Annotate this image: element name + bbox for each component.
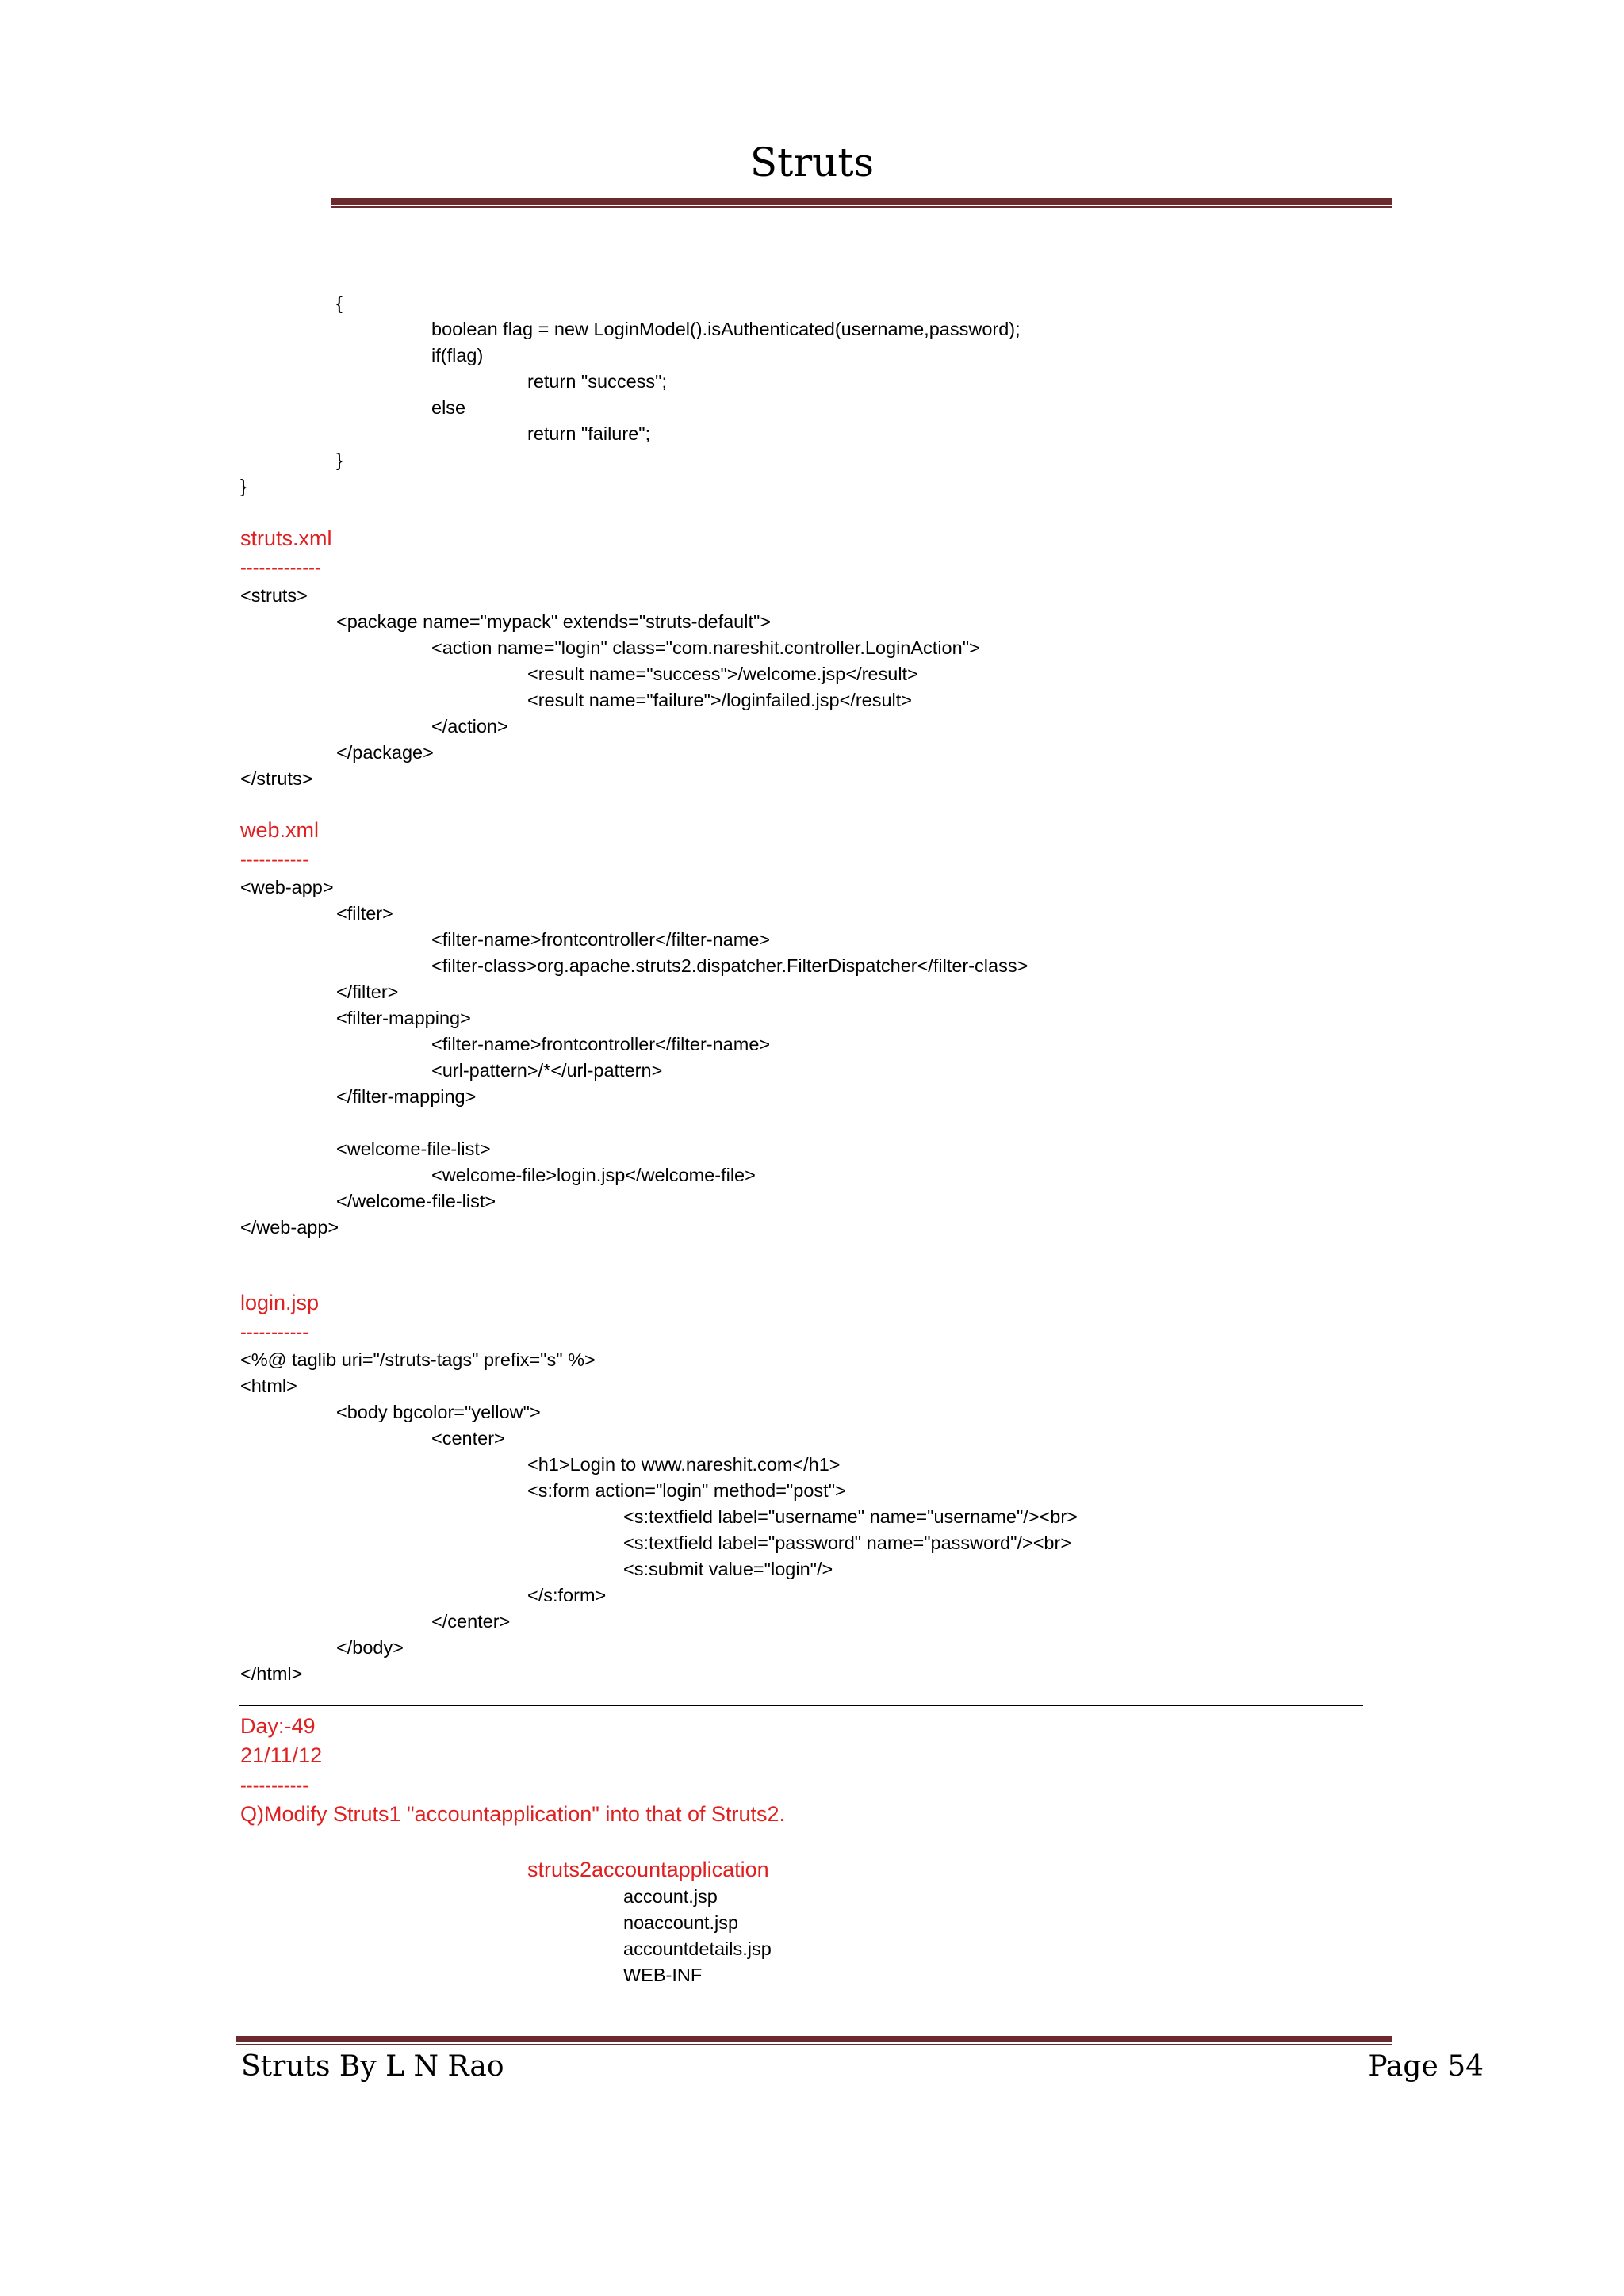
code-line: </html> [240,1663,303,1684]
code-line: <result name="failure">/loginfailed.jsp</result> [527,690,913,710]
tree-root: struts2accountapplication [527,1858,769,1881]
code-line: </action> [431,716,508,737]
code-line: <struts> [240,585,308,606]
code-line: { [336,293,343,313]
code-line: <body bgcolor="yellow"> [336,1402,541,1422]
code-line: <url-pattern>/*</url-pattern> [431,1060,663,1081]
code-line: <s:textfield label="password" name="password"/><br> [623,1533,1072,1553]
tree-item: WEB-INF [623,1965,703,1985]
code-line: <welcome-file-list> [336,1138,491,1159]
code-line: </center> [431,1611,511,1632]
code-line: <result name="success">/welcome.jsp</result> [527,664,918,684]
section-heading-struts-xml: struts.xml [240,526,332,550]
heading-underline: ----------- [240,1322,309,1342]
heading-underline: ----------- [240,849,309,870]
tree-item: noaccount.jsp [623,1912,739,1933]
code-line: </body> [336,1637,404,1658]
code-line: </struts> [240,768,313,789]
code-line: <filter> [336,903,393,924]
code-line: </welcome-file-list> [336,1191,496,1211]
code-line: </s:form> [527,1585,607,1605]
code-line: return "success"; [527,371,668,392]
code-line: <filter-class>org.apache.struts2.dispatcher.FilterDispatcher</filter-class> [431,955,1028,976]
tree-item: accountdetails.jsp [623,1938,772,1959]
code-line: } [336,450,343,470]
code-line: <s:submit value="login"/> [623,1559,833,1579]
code-line: <filter-name>frontcontroller</filter-name> [431,1034,771,1054]
tree-item: account.jsp [623,1886,718,1907]
code-line: else [431,397,466,418]
code-line: return "failure"; [527,423,651,444]
code-line: </web-app> [240,1217,339,1238]
code-line: <action name="login" class="com.nareshit.controller.LoginAction"> [431,637,980,658]
code-line: </filter-mapping> [336,1086,477,1107]
code-line: <s:textfield label="username" name="username"/><br> [623,1506,1078,1527]
footer-rule [236,2036,1392,2045]
heading-underline: ----------- [240,1775,309,1796]
code-line: <package name="mypack" extends="struts-default"> [336,611,772,632]
code-line: boolean flag = new LoginModel().isAuthenticated(username,password); [431,319,1021,339]
code-line: <web-app> [240,877,334,897]
footer-author: Struts By L N Rao [241,2050,504,2083]
code-line: <h1>Login to www.nareshit.com</h1> [527,1454,841,1475]
day-date: 21/11/12 [240,1743,323,1767]
code-line: <html> [240,1376,297,1396]
day-label: Day:-49 [240,1714,316,1738]
code-line: <filter-mapping> [336,1008,471,1028]
code-line: </filter> [336,982,399,1002]
header-rule [331,198,1392,208]
footer-page-number: Page 54 [1368,2050,1484,2083]
page-title: Struts [749,140,875,186]
code-line: <welcome-file>login.jsp</welcome-file> [431,1165,756,1185]
section-divider [239,1705,1363,1706]
code-line: </package> [336,742,434,763]
question-text: Q)Modify Struts1 "accountapplication" into that of Struts2. [240,1802,786,1826]
section-heading-login-jsp: login.jsp [240,1291,320,1314]
heading-underline: ------------- [240,557,321,578]
code-line: <center> [431,1428,505,1448]
code-line: <filter-name>frontcontroller</filter-name> [431,929,771,950]
code-line: <%@ taglib uri="/struts-tags" prefix="s" %> [240,1349,596,1370]
section-heading-web-xml: web.xml [240,818,320,842]
code-line: if(flag) [431,345,484,365]
code-line: <s:form action="login" method="post"> [527,1480,846,1501]
code-line: } [240,476,247,496]
